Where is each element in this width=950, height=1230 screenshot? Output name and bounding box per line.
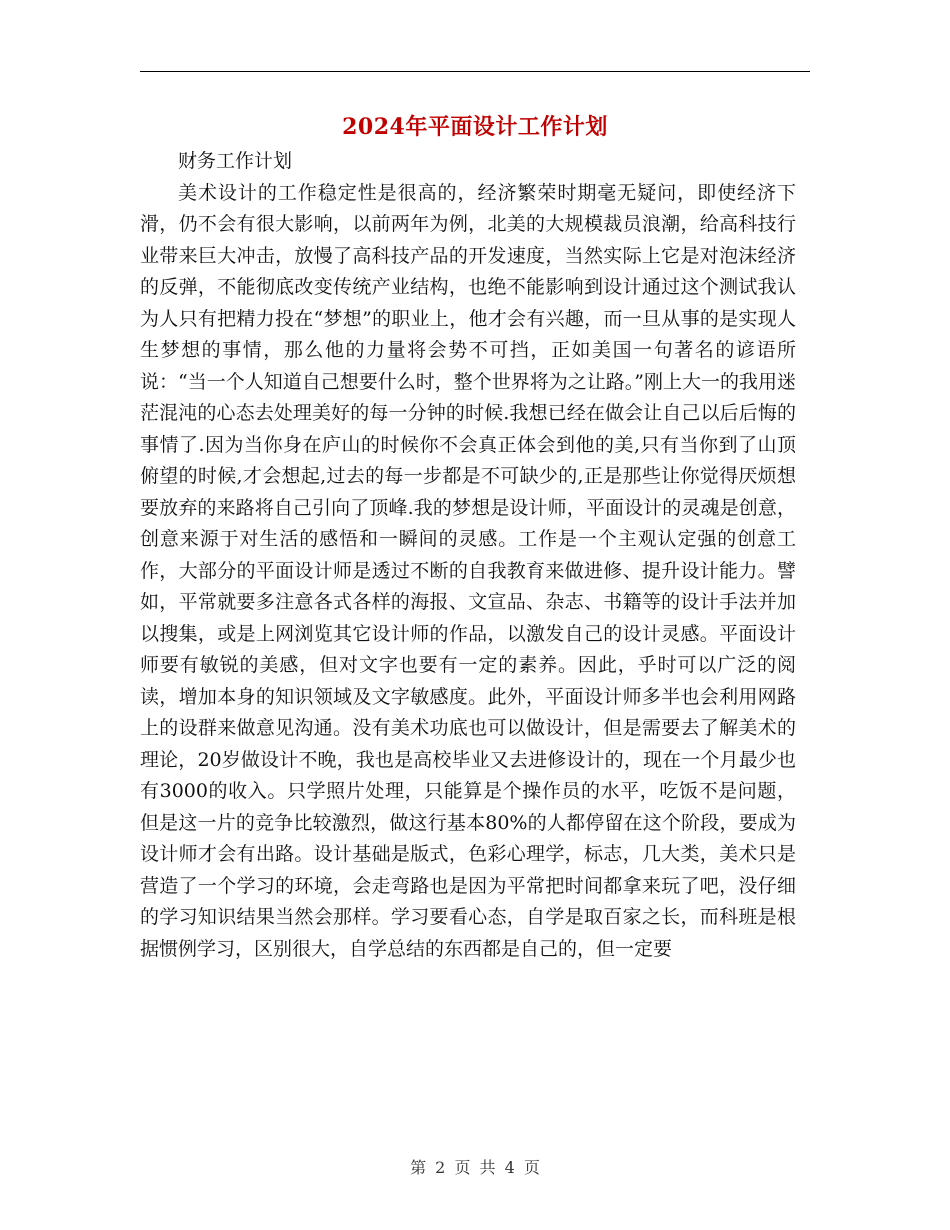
document-title: 2024年平面设计工作计划 xyxy=(342,114,608,140)
document-body xyxy=(140,146,796,965)
header-rule xyxy=(140,71,810,72)
body-paragraph: 美术设计的工作稳定性是很高的，经济繁荣时期毫无疑问，即使经济下滑，仍不会有很大影响，以前两年为例，北美的大规模裁员浪潮，给高科技行业带来巨大冲击，放慢了高科技产品的开发速度，当然实际上它是对泡沫经济的反弹，不能彻底改变传统产业结构，也绝不能影响到设计通过这个测试我认为人只有把精力投在“梦想”的职业上，他才会有兴趣，而一旦从事的是实现人生梦想的事情，那么他的力量将会势不可挡，正如美国一句著名的谚语所说：“当一个人知道自己想要什么时，整个世界将为之让路。”刚上大一的我用迷茫混沌的心态去处理美好的每一分钟的时候.我想已经在做会让自己以后后悔的事情了.因为当你身在庐山的时候你不会真正体会到他的美,只有当你到了山顶俯望的时候,才会想起,过去的每一步都是不可缺少的,正是那些让你觉得厌烦想要放弃的来路将自己引向了顶峰.我的梦想是设计师，平面设计的灵魂是创意，创意来源于对生活的感悟和一瞬间的灵感。工作是一个主观认定强的创意工作，大部分的平面设计师是透过不断的自我教育来做进修、提升设计能力。譬如，平常就要多注意各式各样的海报、文宣品、杂志、书籍等的设计手法并加以搜集，或是上网浏览其它设计师的作品，以激发自己的设计灵感。平面设计师要有敏锐的美感，但对文字也要有一定的素养。因此，乎时可以广泛的阅读，增加本身的知识领域及文字敏感度。此外，平面设计师多半也会利用网路上的设群来做意见沟通。没有美术功底也可以做设计，但是需要去了解美术的理论，20岁做设计不晚，我也是高校毕业又去进修设计的，现在一个月最少也有3000的收入。只学照片处理，只能算是个操作员的水平，吃饭不是问题，但是这一片的竞争比较激烈，做这行基本80%的人都停留在这个阶段，要成为设计师才会有出路。设计基础是版式，色彩心理学，标志，几大类，美术只是营造了一个学习的环境，会走弯路也是因为平常把时间都拿来玩了吧，没仔细的学习知识结果当然会那样。学习要看心态，自学是取百家之长，而科班是根据惯例学习，区别很大，自学总结的东西都是自己的，但一定要 xyxy=(140,181,796,960)
page-number: 第 2 页 共 4 页 xyxy=(410,1158,540,1177)
section-subtitle: 财务工作计划 xyxy=(178,150,293,172)
